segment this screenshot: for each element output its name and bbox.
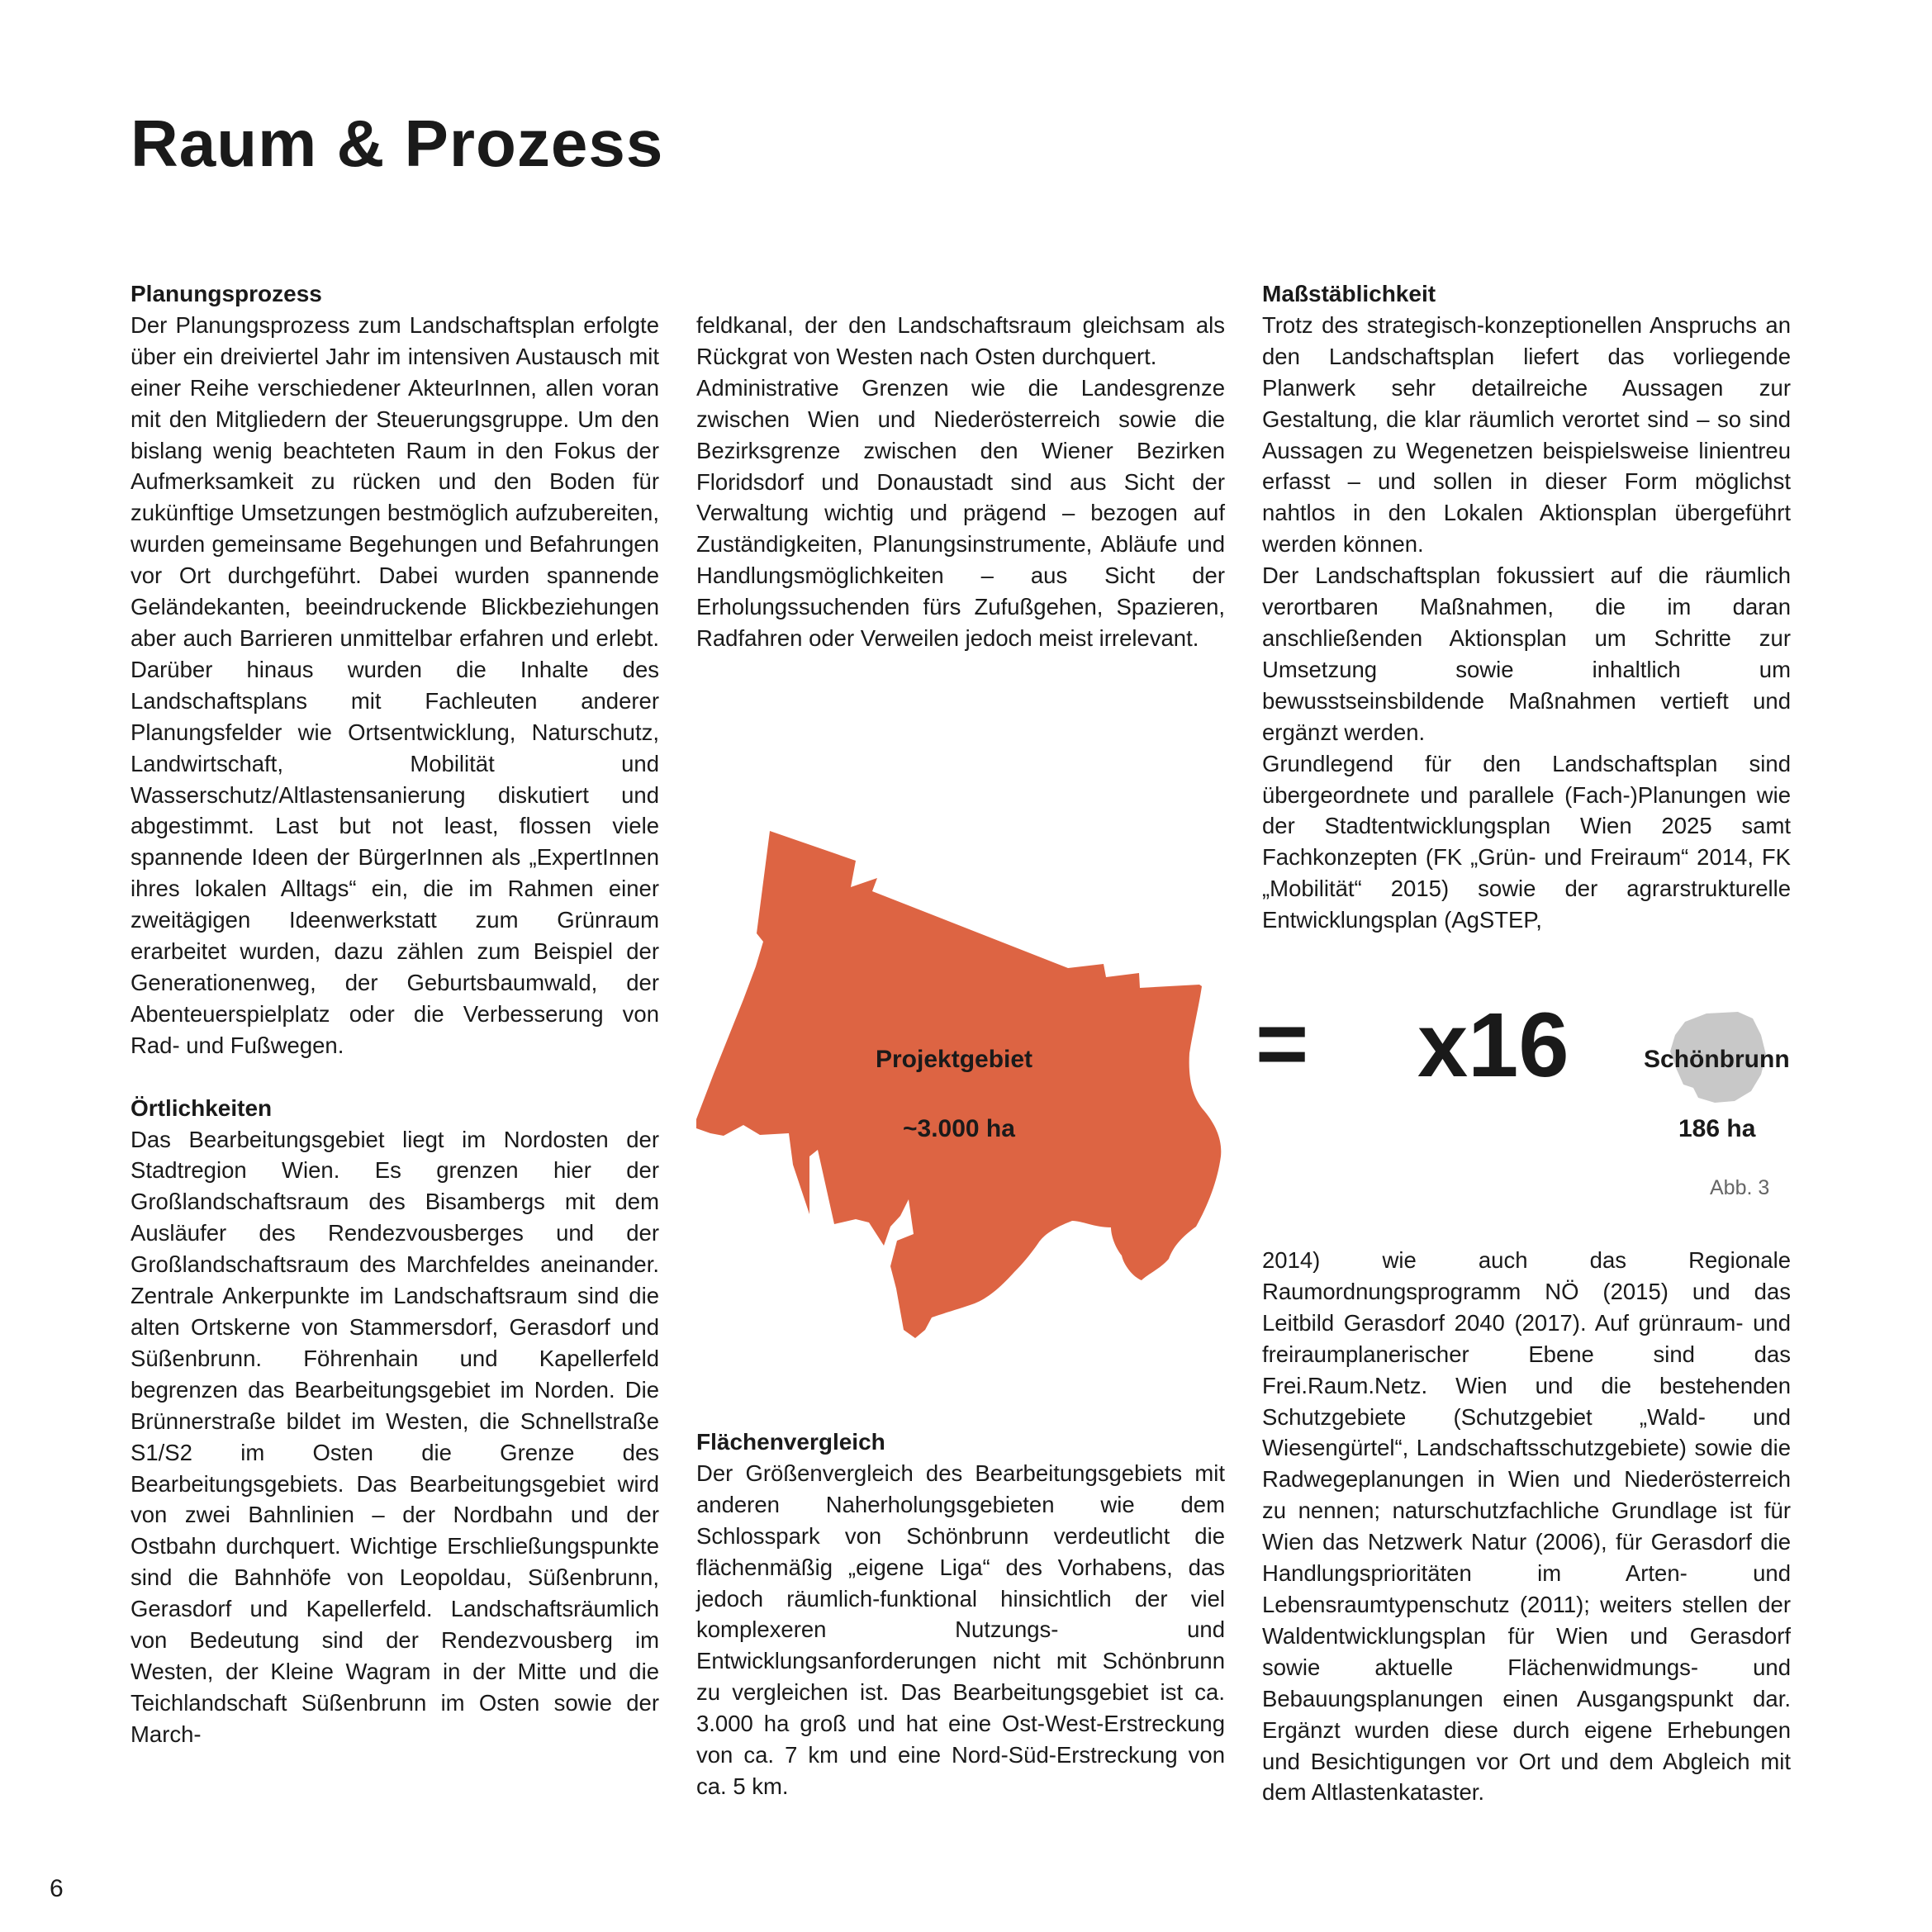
- paragraph: Grundlegend für den Landschaftsplan sind übergeordnete und parallele (Fach-)Planungen wie der Stadtentwicklungsplan Wien 2025 samt Fachkonzepten (FK „Grün- und Freiraum“ 2014, FK „Mobilität“ 2015) sowie der agrarstrukturelle Entwicklungsplan (AgSTEP,: [1262, 750, 1791, 933]
- paragraph: Der Planungsprozess zum Landschaftsplan erfolgte über ein dreiviertel Jahr im intensiven Austausch mit einer Reihe verschiedener AkteurInnen, allen voran mit den Mitgliedern der Steuerungsgruppe. Um den bislang wenig beachteten Raum in den Fokus der Aufmerksamkeit zu rücken und den Boden für zukünftige Umsetzungen bestmöglich aufzubereiten, wurden gemeinsame Begehungen und Befahrungen vor Ort durchgeführt. Dabei wurden spannende Geländekanten, beeindruckende Blickbeziehungen aber auch Barrieren unmittelbar erfahren und erlebt. Darüber hinaus wurden die Inhalte des Landschaftsplans mit Fachleuten anderer Planungsfelder wie Ortsentwicklung, Naturschutz, Landwirtschaft, Mobilität und Wasserschutz/Altlastensanierung diskutiert und abgestimmt. Last but not least, flossen viele spannende Ideen der BürgerInnen als „ExpertInnen ihres lokalen Alltags“ ein, die im Rahmen einer zweitägigen Ideenwerkstatt zum Grünraum erarbeitet wurden, dazu zählen zum Beispiel der Generationenweg, der Geburtsbaumwald, der Abenteuerspielplatz oder die Verbesserung von Rad- und Fußwegen.: [131, 311, 659, 1058]
- project-area-label: Projektgebiet: [876, 1046, 1033, 1073]
- paragraph: Der Größenvergleich des Bearbeitungsgebiets mit anderen Naherholungsgebieten wie dem Schlosspark von Schönbrunn verdeutlicht die flächenmäßig „eigene Liga“ des Vorhabens, das jedoch räumlich-funktional hinsichtlich der viel komplexeren Nutzungs- und Entwicklungsanforderungen nicht mit Schönbrunn zu vergleichen ist. Das Bearbeitungsgebiet ist ca. 3.000 ha groß und hat eine Ost-West-Erstreckung von ca. 7 km und eine Nord-Süd-Erstreckung von ca. 5 km.: [696, 1460, 1225, 1799]
- section-heading-flaechenvergleich: Flächenvergleich: [696, 1429, 885, 1455]
- page-number: 6: [50, 1875, 64, 1902]
- multiplier-value: x16: [1417, 994, 1569, 1096]
- paragraph: 2014) wie auch das Regionale Raumordnungsprogramm NÖ (2015) und das Leitbild Gerasdorf 2040 (2017). Auf grünraum- und freiraumplanerischer Ebene sind das Frei.Raum.Netz. Wien und die bestehenden Schutzgebiete (Schutzgebiet „Wald- und Wiesengürtel“, Landschaftsschutzgebiete) sowie die Radwegeplanungen in Wien und Niederösterreich zu nennen; naturschutzfachliche Grundlage ist für Wien das Netzwerk Natur (2006), für Gerasdorf die Handlungsprioritäten im Arten- und Lebensraumtypenschutz (2011); weiters stellen der Waldentwicklungsplan für Wien und Gerasdorf sowie aktuelle Flächenwidmungs- und Bebauungsplanungen einen Ausgangspunkt dar. Ergänzt wurden diese durch eigene Erhebungen und Besichtigungen vor Ort und dem Abgleich mit dem Altlastenkataster.: [1262, 1247, 1791, 1806]
- equals-sign: =: [1256, 993, 1309, 1094]
- section-heading-oertlichkeiten: Örtlichkeiten: [131, 1094, 273, 1121]
- section-heading-planungsprozess: Planungsprozess: [131, 281, 322, 306]
- paragraph: Trotz des strategisch-konzeptionellen Anspruchs an den Landschaftsplan liefert das vorliegende Planwerk sehr detailreiche Aussagen zur Gestaltung, die klar räumlich verortet sind – so sind Aussagen zu Wegenetzen beispielsweise linientreu erfasst – und sollen in dieser Form möglichst nahtlos in den Lokalen Aktionsplan übergeführt werden können.: [1262, 311, 1791, 558]
- page-title: Raum & Prozess: [131, 107, 664, 180]
- paragraph: feldkanal, der den Landschaftsraum gleichsam als Rückgrat von Westen nach Osten durchquert.: [696, 312, 1225, 369]
- section-heading-massstaeblichkeit: Maßstäblichkeit: [1262, 281, 1436, 306]
- project-area-value: ~3.000 ha: [903, 1115, 1015, 1142]
- schoenbrunn-label: Schönbrunn: [1644, 1046, 1790, 1073]
- paragraph: Der Landschaftsplan fokussiert auf die räumlich verortbaren Maßnahmen, die im daran anschließenden Aktionsplan um Schritte zur Umsetzung sowie inhaltlich um bewusstseinsbildende Maßnahmen vertieft und ergänzt werden.: [1262, 563, 1791, 745]
- paragraph: Das Bearbeitungsgebiet liegt im Nordosten der Stadtregion Wien. Es grenzen hier der Großlandschaftsraum des Bisambergs mit dem Ausläufer des Rendezvousberges und der Großlandschaftsraum des Marchfeldes aneinander. Zentrale Ankerpunkte im Landschaftsraum sind die alten Ortskerne von Stammersdorf, Gerasdorf und Süßenbrunn. Föhrenhain und Kapellerfeld begrenzen das Bearbeitungsgebiet im Norden. Die Brünnerstraße bildet im Westen, die Schnellstraße S1/S2 im Osten die Grenze des Bearbeitungsgebiets. Das Bearbeitungsgebiet wird von zwei Bahnlinien – der Nordbahn und der Ostbahn durchquert. Wichtige Erschließungspunkte sind die Bahnhöfe von Leopoldau, Süßenbrunn, Gerasdorf und Kapellerfeld. Landschaftsräumlich von Bedeutung sind der Rendezvousberg im Westen, der Kleine Wagram in der Mitte und die Teichlandschaft Süßenbrunn im Osten sowie der March-: [131, 1126, 659, 1747]
- project-area-shape: [696, 831, 1221, 1338]
- schoenbrunn-area-value: 186 ha: [1678, 1115, 1756, 1142]
- paragraph: Administrative Grenzen wie die Landesgrenze zwischen Wien und Niederösterreich sowie die Bezirksgrenze zwischen den Wiener Bezirken Floridsdorf und Donaustadt sind aus Sicht der Verwaltung wichtig und prägend – bezogen auf Zuständigkeiten, Planungsinstrumente, Abläufe und Handlungsmöglichkeiten – aus Sicht der Erholungssuchenden fürs Zufußgehen, Spazieren, Radfahren oder Verweilen jedoch meist irrelevant.: [696, 374, 1225, 652]
- figure-caption: Abb. 3: [1710, 1176, 1770, 1199]
